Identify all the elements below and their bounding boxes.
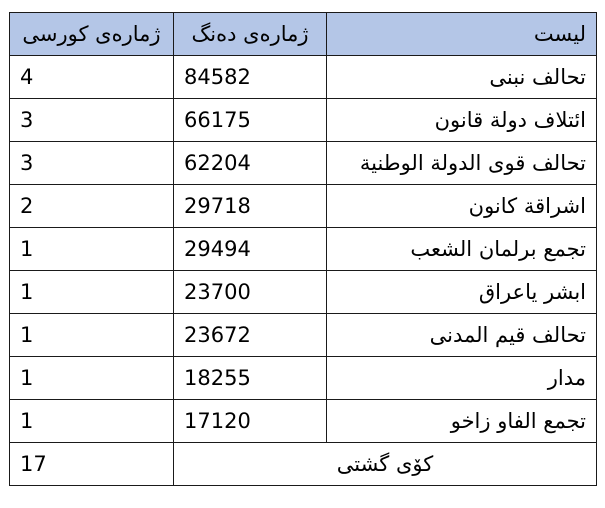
- votes-cell: 23672: [174, 314, 327, 357]
- votes-cell: 84582: [174, 56, 327, 99]
- votes-cell: 23700: [174, 271, 327, 314]
- votes-cell: 29494: [174, 228, 327, 271]
- table-row: [10, 228, 597, 271]
- votes-cell: 18255: [174, 357, 327, 400]
- header-row: [10, 13, 597, 56]
- table-row: [10, 314, 597, 357]
- header-seats: ژمارەی کورسی: [10, 13, 174, 56]
- seats-cell: 1: [10, 400, 174, 443]
- seats-cell: 1: [10, 271, 174, 314]
- header-list: لیست: [327, 13, 597, 56]
- seats-cell: 3: [10, 99, 174, 142]
- table-row: [10, 271, 597, 314]
- seats-cell: 1: [10, 314, 174, 357]
- election-results-table: [9, 12, 597, 486]
- seats-cell: 2: [10, 185, 174, 228]
- total-seats-cell: 17: [10, 443, 174, 486]
- table-row: [10, 142, 597, 185]
- list-name-cell: تحالف قيم المدنى: [327, 314, 597, 357]
- header-votes: ژمارەی دەنگ: [174, 13, 327, 56]
- table-row: [10, 56, 597, 99]
- table-row: [10, 400, 597, 443]
- total-label: کۆی گشتی: [174, 443, 597, 486]
- votes-cell: 29718: [174, 185, 327, 228]
- list-name-cell: تحالف نبنى: [327, 56, 597, 99]
- votes-cell: 17120: [174, 400, 327, 443]
- seats-cell: 1: [10, 357, 174, 400]
- list-name-cell: تحالف قوى الدولة الوطنية: [327, 142, 597, 185]
- votes-cell: 66175: [174, 99, 327, 142]
- list-name-cell: اشراقة كانون: [327, 185, 597, 228]
- list-name-cell: تجمع الفاو زاخو: [327, 400, 597, 443]
- list-name-cell: تجمع برلمان الشعب: [327, 228, 597, 271]
- list-name-cell: ائتلاف دولة قانون: [327, 99, 597, 142]
- table-row: [10, 185, 597, 228]
- total-row: [10, 443, 597, 486]
- seats-cell: 1: [10, 228, 174, 271]
- table-row: [10, 99, 597, 142]
- table-row: [10, 357, 597, 400]
- list-name-cell: مدار: [327, 357, 597, 400]
- seats-cell: 4: [10, 56, 174, 99]
- seats-cell: 3: [10, 142, 174, 185]
- votes-cell: 62204: [174, 142, 327, 185]
- list-name-cell: ابشر ياعراق: [327, 271, 597, 314]
